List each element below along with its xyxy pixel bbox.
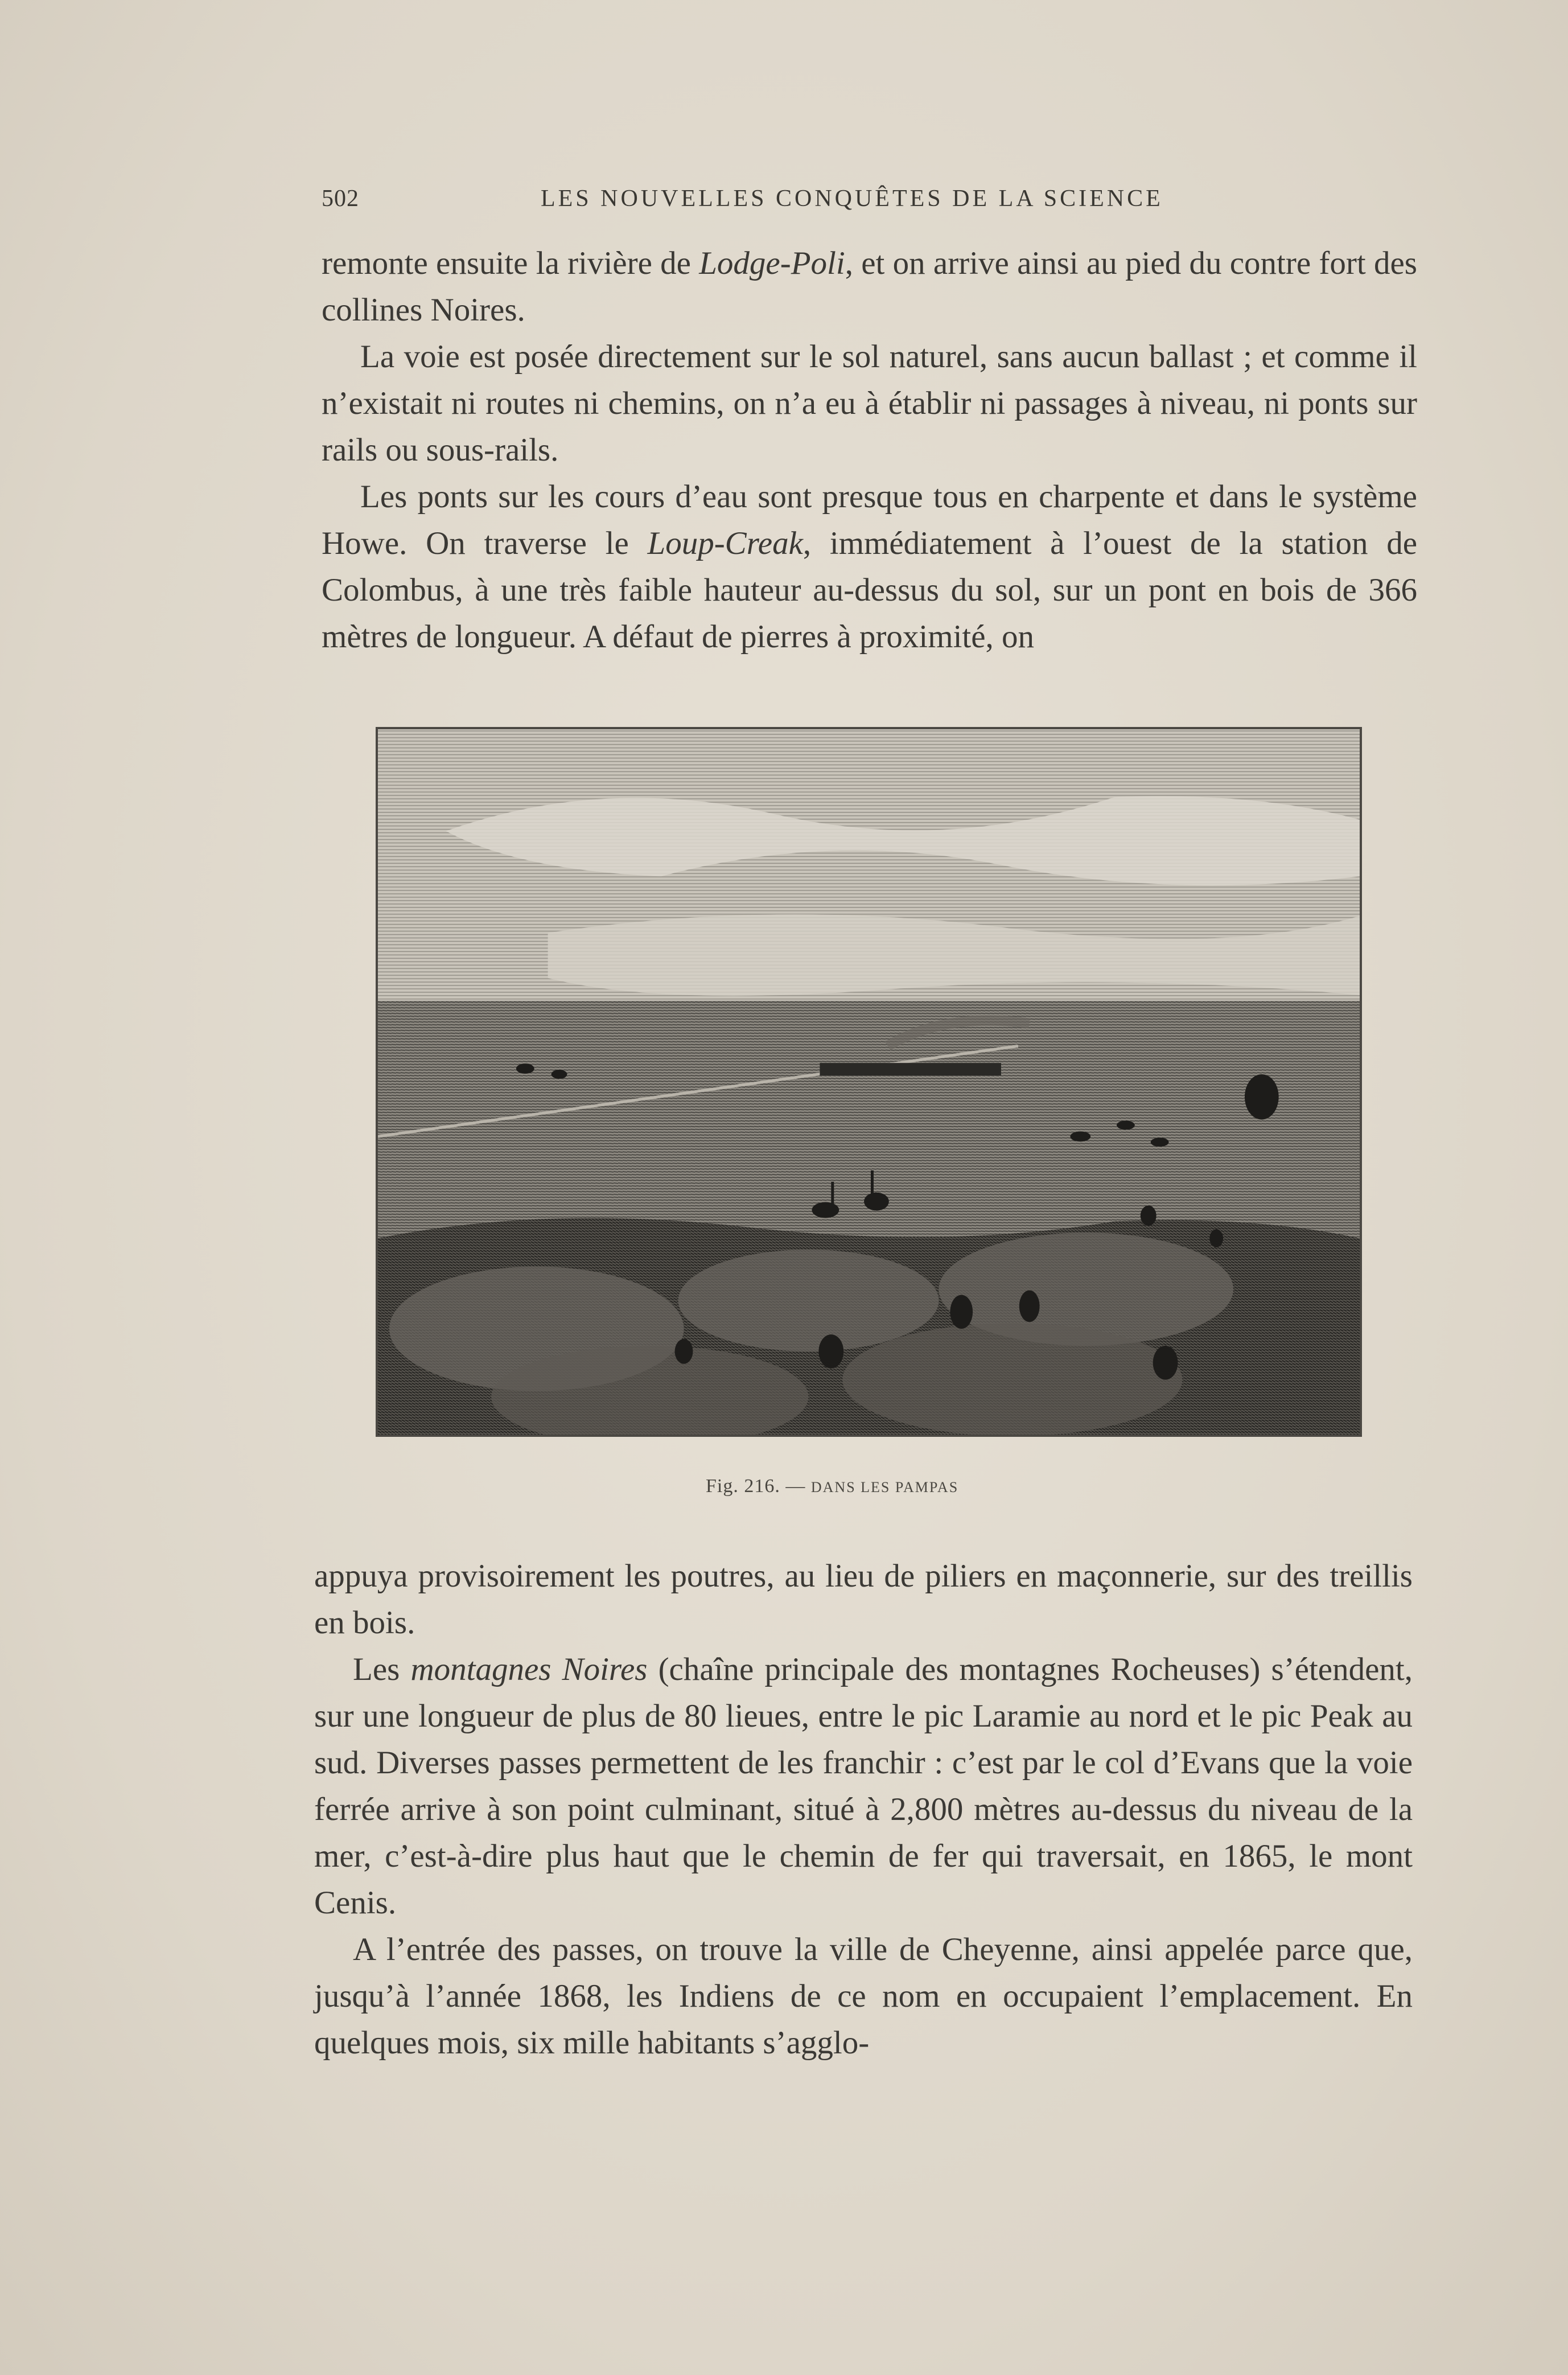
paragraph: A l’entrée des passes, on trouve la ville de Cheyenne, ainsi appelée parce que, jusqu’à l’année 1868, les Indiens de ce nom en occupaient l’emplacement. En quelques mois, six mille habitants s’agglo- [314,1932,1413,2061]
text-run: (chaîne principale des montagnes Rocheuses) s’étendent, sur une longueur de plus de 80 lieues, entre le pic Laramie au nord et le pic Peak au sud. Diverses passes permettent de les franchir : c’est par le col d’Evans que la voie ferrée arrive à son point culminant, situé à 2,800 mètres au-dessus du niveau de la mer, c’est-à-dire plus haut que le chemin de fer qui traversait, en 1865, le mont Cenis. [314,1651,1413,1921]
engraving-pampas [376,727,1362,1437]
text-block-top [322,240,1417,660]
paragraph [314,1646,1413,1926]
place-name: Loup-Creak [647,525,803,561]
paragraph [322,474,1417,660]
text-run: remonte ensuite la rivière de [322,245,699,281]
text-run: Les ponts sur les cours d’eau sont presque tous en charpente et dans le système Howe. On traverse le [322,479,1417,561]
paragraph: appuya provisoirement les poutres, au lieu de piliers en maçonnerie, sur des treillis en bois. [314,1558,1413,1641]
page-number: 502 [322,186,359,212]
place-name: montagnes Noires [410,1651,648,1687]
paragraph: La voie est posée directement sur le sol naturel, sans aucun ballast ; et comme il n’existait ni routes ni chemins, on n’a eu à établir ni passages à niveau, ni ponts sur rails ou sous-rails. [322,339,1417,468]
text-block-bottom [314,1553,1413,2066]
figure-caption [706,1476,958,1497]
place-name: Lodge-Poli [699,245,845,281]
text-run: Les [353,1651,411,1687]
paragraph [322,240,1417,334]
text-run: , immédiatement à l’ouest de la station de Colombus, à une très faible hauteur au-dessus du sol, sur un pont en bois de 366 mètres de longueur. A défaut de pierres à proximité, on [322,525,1417,655]
caption-label: Fig. 216. — [706,1476,811,1497]
text-run: , et on arrive ainsi au pied du contre fort des collines Noires. [322,245,1417,328]
running-head [322,185,1423,219]
caption-title: DANS LES PAMPAS [810,1479,959,1495]
running-title: LES NOUVELLES CONQUÊTES DE LA SCIENCE [541,186,1163,212]
